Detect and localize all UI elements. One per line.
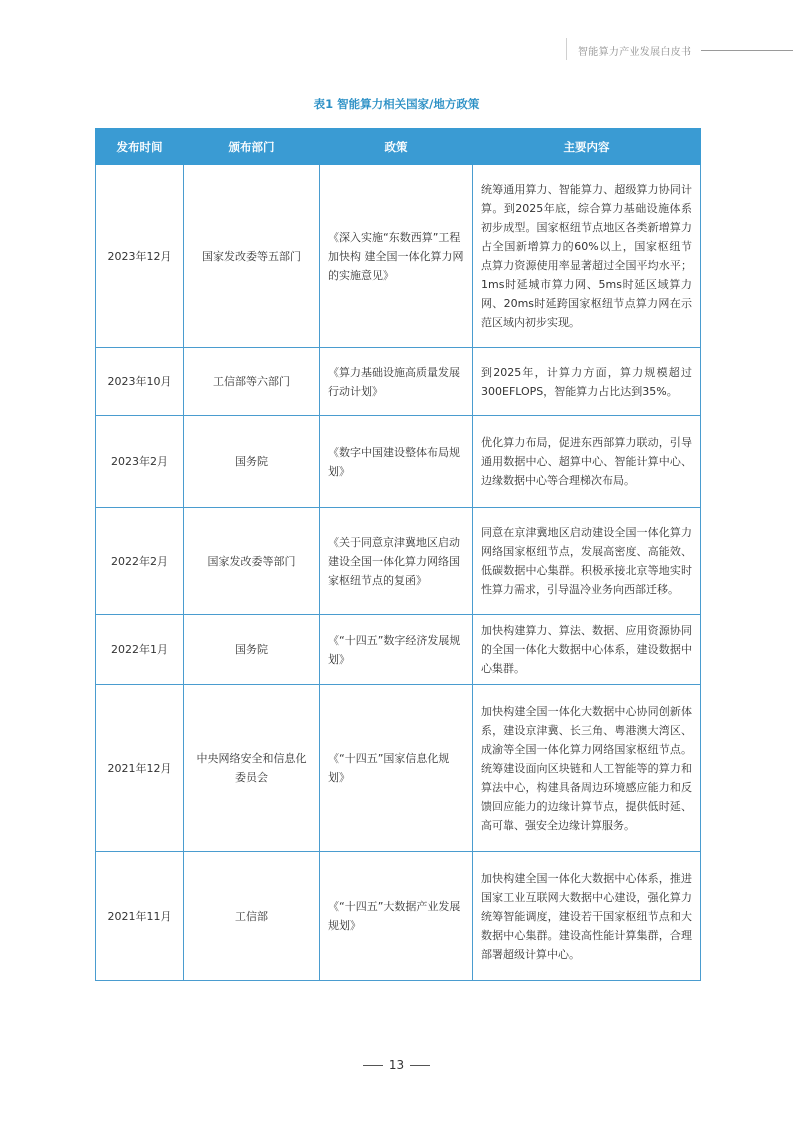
table-row [96,165,701,348]
table-row [96,508,701,615]
cell-content: 加快构建全国一体化大数据中心协同创新体系，建设京津冀、长三角、粤港澳大湾区、成渝等全国一体化算力网络国家枢纽节点。统筹建设面向区块链和人工智能等的算力和算法中心，构建具备周边环境感应能力和反馈回应能力的边缘计算节点，提供低时延、高可靠、强安全边缘计算服务。 [473,685,701,852]
cell-policy: 《关于同意京津冀地区启动建设全国一体化算力网络国家枢纽节点的复函》 [320,508,473,615]
cell-dept: 中央网络安全和信息化委员会 [184,685,320,852]
page-footer [0,1058,793,1072]
cell-date: 2021年12月 [96,685,184,852]
page-number: 13 [388,1058,405,1072]
table-row [96,615,701,685]
cell-content: 加快构建全国一体化大数据中心体系，推进国家工业互联网大数据中心建设，强化算力统筹智能调度，建设若干国家枢纽节点和大数据中心集群。建设高性能计算集群，合理部署超级计算中心。 [473,852,701,981]
footer-dash-right [410,1065,430,1066]
cell-date: 2023年12月 [96,165,184,348]
cell-content: 到2025年，计算力方面，算力规模超过300EFLOPS，智能算力占比达到35%。 [473,348,701,416]
cell-content: 同意在京津冀地区启动建设全国一体化算力网络国家枢纽节点，发展高密度、高能效、低碳数据中心集群。积极承接北京等地实时性算力需求，引导温冷业务向西部迁移。 [473,508,701,615]
table-header-row [96,129,701,165]
column-header-date: 发布时间 [96,129,184,165]
cell-dept: 国务院 [184,416,320,508]
running-header [578,40,793,60]
cell-dept: 国家发改委等部门 [184,508,320,615]
cell-content: 优化算力布局，促进东西部算力联动，引导通用数据中心、超算中心、智能计算中心、边缘数据中心等合理梯次布局。 [473,416,701,508]
header-divider-tick [566,38,567,60]
cell-date: 2023年2月 [96,416,184,508]
cell-date: 2022年2月 [96,508,184,615]
cell-dept: 工信部 [184,852,320,981]
footer-dash-left [363,1065,383,1066]
cell-content: 统筹通用算力、智能算力、超级算力协同计算。到2025年底，综合算力基础设施体系初步成型。国家枢纽节点地区各类新增算力占全国新增算力的60%以上，国家枢纽节点算力资源使用率显著超过全国平均水平；1ms时延城市算力网、5ms时延区域算力网、20ms时延跨国家枢纽节点算力网在示范区域内初步实现。 [473,165,701,348]
policy-table [95,128,701,981]
cell-policy: 《“十四五”数字经济发展规划》 [320,615,473,685]
column-header-dept: 颁布部门 [184,129,320,165]
column-header-policy: 政策 [320,129,473,165]
cell-policy: 《“十四五”大数据产业发展规划》 [320,852,473,981]
table-row [96,685,701,852]
table-row [96,348,701,416]
cell-date: 2021年11月 [96,852,184,981]
table-row [96,416,701,508]
column-header-content: 主要内容 [473,129,701,165]
cell-dept: 工信部等六部门 [184,348,320,416]
cell-policy: 《算力基础设施高质量发展行动计划》 [320,348,473,416]
cell-date: 2022年1月 [96,615,184,685]
cell-policy: 《“十四五”国家信息化规划》 [320,685,473,852]
table-row [96,852,701,981]
cell-date: 2023年10月 [96,348,184,416]
running-header-text: 智能算力产业发展白皮书 [578,46,692,58]
cell-policy: 《深入实施“东数西算”工程加快构 建全国一体化算力网的实施意见》 [320,165,473,348]
table-title: 表1 智能算力相关国家/地方政策 [313,97,480,111]
running-header-rule [701,50,793,51]
cell-dept: 国家发改委等五部门 [184,165,320,348]
cell-content: 加快构建算力、算法、数据、应用资源协同的全国一体化大数据中心体系，建设数据中心集群。 [473,615,701,685]
cell-policy: 《数字中国建设整体布局规划》 [320,416,473,508]
cell-dept: 国务院 [184,615,320,685]
